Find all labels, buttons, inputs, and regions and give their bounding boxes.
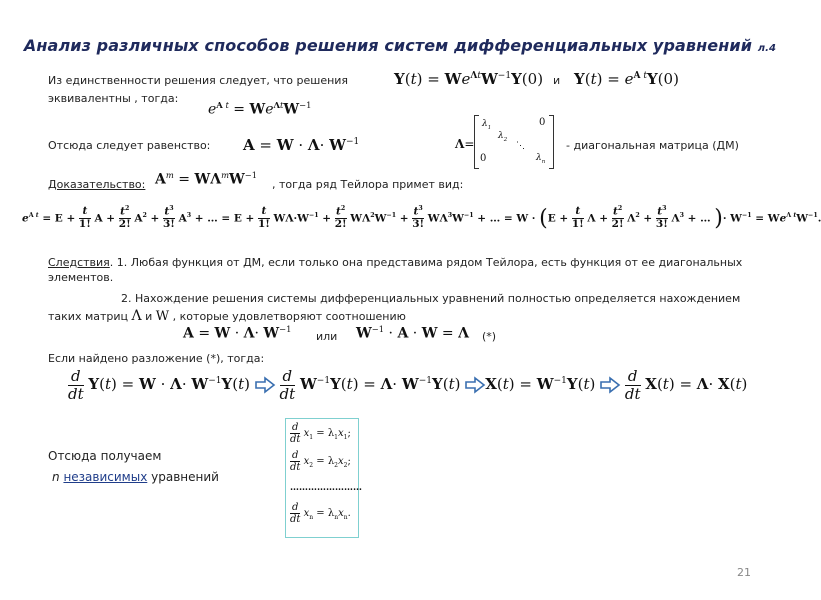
equation-1: $\frac{d}{dt}$ $x_1 = \lambda_1x_1$; bbox=[290, 422, 351, 445]
consequence-1-text: . 1. Любая функция от ДМ, если только она представима рядом Тейлора, есть функция от ее диагональных bbox=[109, 256, 743, 269]
proof-label: Доказательство: bbox=[48, 178, 146, 191]
n-post: уравнений bbox=[151, 470, 219, 484]
implies-arrow-icon bbox=[465, 377, 485, 393]
slide-title bbox=[0, 36, 800, 55]
proof-tail: , тогда ряд Тейлора примет вид: bbox=[272, 178, 464, 191]
n-equations bbox=[52, 470, 219, 484]
consequence-1 bbox=[48, 256, 742, 269]
consequence-2b: таких матриц Λ и W , которые удовлетворяют соотношению bbox=[48, 308, 406, 324]
formula-relation-1: $A = W \cdot \Lambda\cdot W^{-1}$ bbox=[183, 324, 292, 342]
title-text: Анализ различных способов решения систем дифференциальных уравнений bbox=[23, 36, 753, 55]
page-number: 21 bbox=[737, 566, 751, 579]
equation-2: $\frac{d}{dt}$ $x_2 = \lambda_2x_2$; bbox=[290, 450, 351, 473]
formula-A-power: $A^m = W\Lambda^mW^{-1}$ bbox=[155, 170, 258, 188]
and-word: и bbox=[553, 74, 561, 87]
text-line-3: Отсюда следует равенство: bbox=[48, 139, 211, 152]
text-line-1: Из единственности решения следует, что решения bbox=[48, 74, 349, 87]
implies-arrow-icon bbox=[255, 377, 275, 393]
title-suffix: л.4 bbox=[757, 43, 777, 54]
consequence-label: Следствия bbox=[48, 256, 110, 269]
consequence-1b: элементов. bbox=[48, 271, 114, 284]
diagonal-matrix: $\lambda_1$ 0 $\lambda_2$ ⋱ 0 $\lambda_n$ bbox=[474, 115, 554, 167]
cons2b-post: , которые удовлетворяют соотношению bbox=[172, 310, 406, 323]
cons2b-W: W bbox=[155, 309, 170, 324]
cons2b-pre: таких матриц bbox=[48, 310, 129, 323]
formula-taylor-series: $e^{A t} = E$ + $\frac{t}{1!}$ A + $\frac{t^2}{2!}$ $A^2$ + $\frac{t^3}{3!}$ $A^3$ + … = E + $\frac{t}{1!}$ $W\Lambda\cdot W^{-1}$ + $\frac{t^2}{2!}$ $W\Lambda^2W^{-1}$ + $\frac{t^3}{3!}$ $W\Lambda^3W^{-1}$ + … = W · (E + $\frac{t}{1!}$ Λ + $\frac{t^2}{2!}$ $\Lambda^2$ + $\frac{t^3}{3!}$ $\Lambda^3$ + … )· $W^{-1} = We^{\Lambda t}W^{-1}$ bbox=[22, 205, 818, 231]
equation-n: $\frac{d}{dt}$ $x_n = \lambda_nx_n$. bbox=[290, 502, 351, 525]
formula-solution-1: $Y(t) = We^{\Lambda t}W^{-1}Y(0)$ bbox=[394, 70, 544, 88]
formula-exp-equality: $e^{A t} = We^{\Lambda t}W^{-1}$ bbox=[208, 100, 312, 118]
implies-arrow-icon bbox=[600, 377, 620, 393]
independent-link[interactable]: независимых bbox=[63, 470, 148, 484]
formula-A-decomposition: $A = W \cdot \Lambda\cdot W^{-1}$ bbox=[243, 136, 360, 154]
equation-dots: …………………… bbox=[290, 483, 362, 493]
consequence-2: 2. Нахождение решения системы дифференциальных уравнений полностью определяется нахождением bbox=[121, 292, 741, 305]
hence-text: Отсюда получаем bbox=[48, 449, 162, 463]
if-found-text: Если найдено разложение (*), тогда: bbox=[48, 352, 265, 365]
n-var: n bbox=[52, 470, 60, 484]
formula-derivation-chain: $\frac{d}{dt}$ $Y(t) = W \cdot \Lambda\cdot W^{-1}Y(t)$ $\frac{d}{dt}$ $W^{-1}Y(t) = \Lambda\cdot W^{-1}Y(t) X(t) = W^{-1}Y(t)$ $\frac{d}{dt}$ X(t) = Λ· X(t) bbox=[68, 367, 748, 403]
cons2b-and: и bbox=[145, 310, 153, 323]
diag-note: - диагональная матрица (ДМ) bbox=[566, 139, 739, 152]
formula-solution-2: $Y(t) = e^{A t}Y(0)$ bbox=[574, 70, 679, 88]
text-line-2: эквивалентны , тогда: bbox=[48, 92, 179, 105]
lambda-eq: Λ= bbox=[455, 137, 475, 151]
equation-system-box bbox=[285, 418, 362, 538]
formula-relation-2: $W^{-1} \cdot A \cdot W = \Lambda$ bbox=[356, 324, 469, 342]
star-label: (*) bbox=[482, 330, 497, 343]
or-word: или bbox=[316, 330, 338, 343]
